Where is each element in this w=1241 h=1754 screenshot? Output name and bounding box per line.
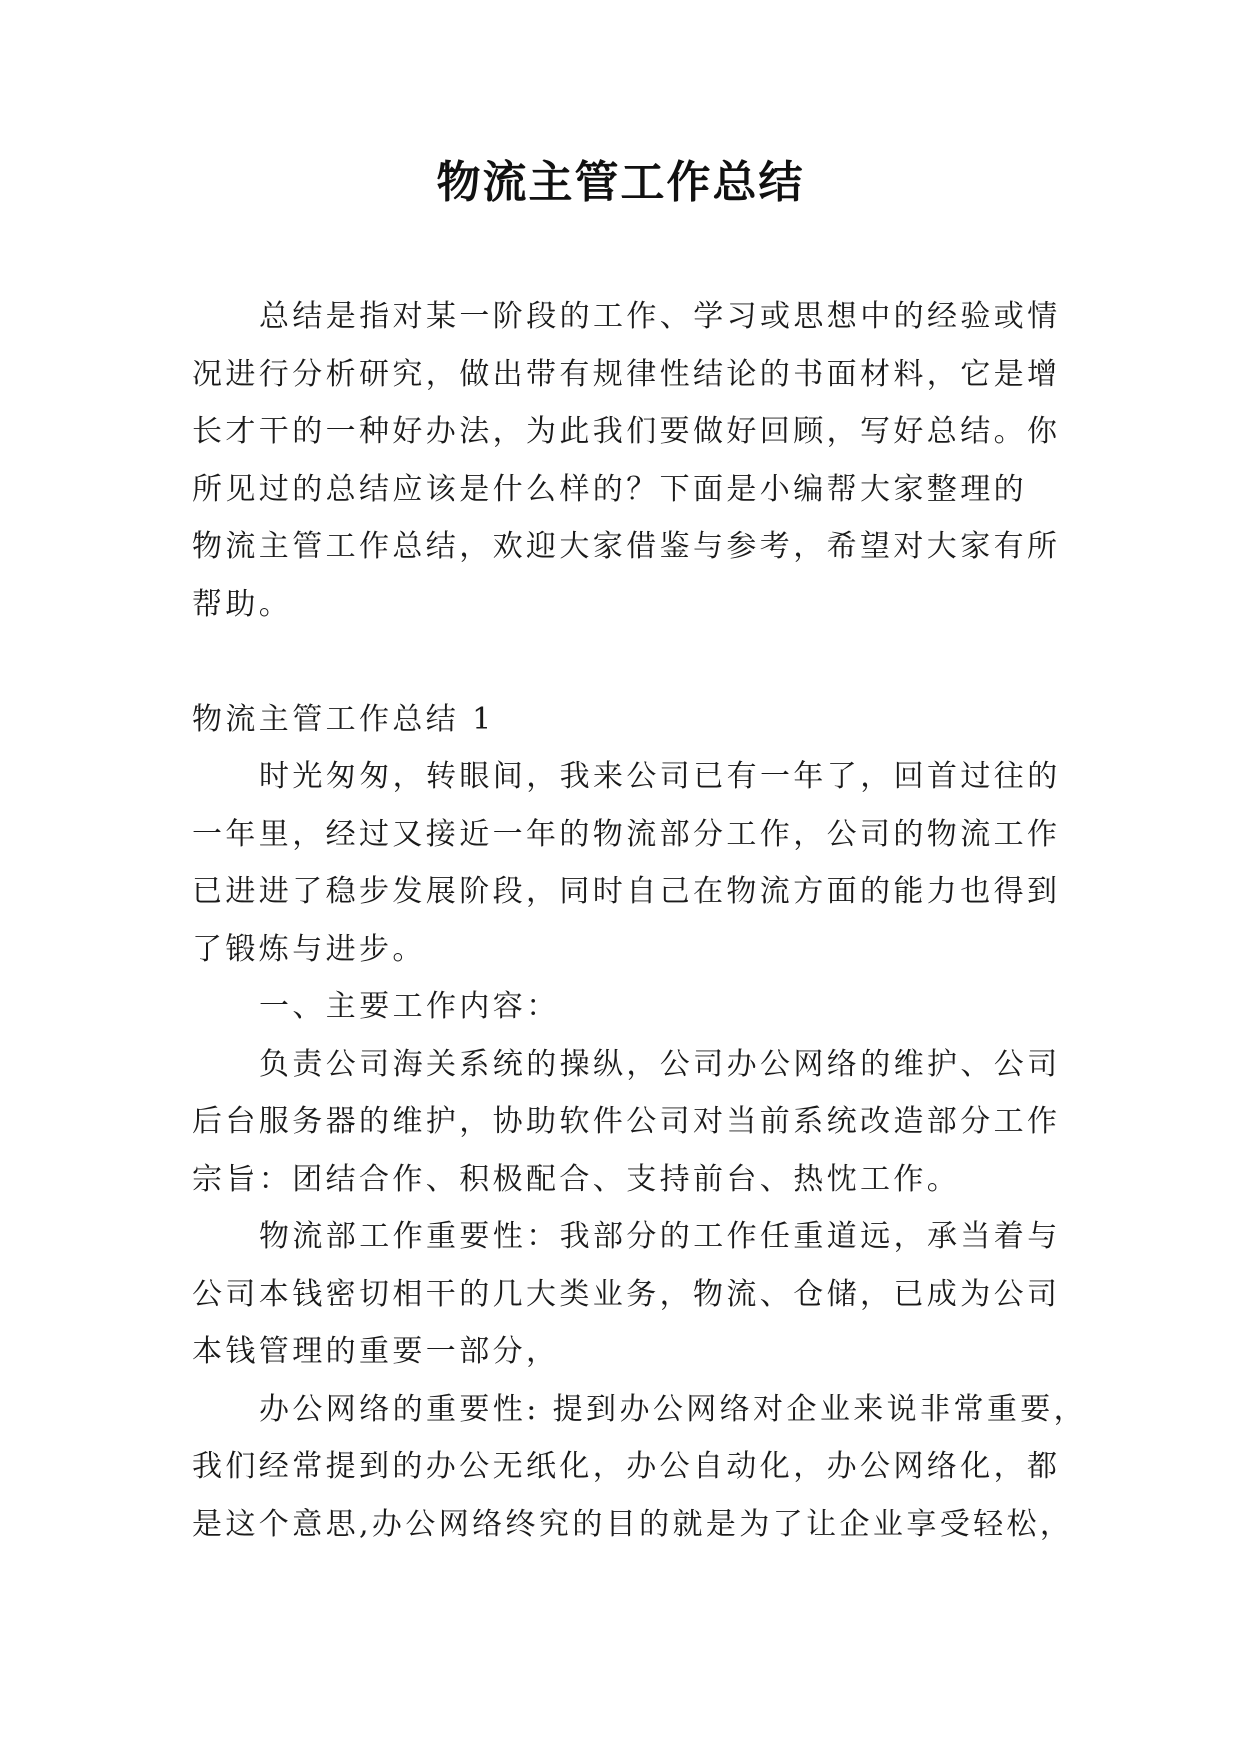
- section-heading: 物流主管工作总结 1: [192, 701, 495, 737]
- paragraph-3: [192, 1208, 1061, 1381]
- paragraph-line: 了锻炼与进步。: [192, 931, 426, 967]
- paragraph-line: 是这个意思,办公网络终究的目的就是为了让企业享受轻松，: [192, 1506, 1074, 1542]
- paragraph-spacer: [192, 633, 1050, 691]
- intro-line: 况进行分析研究，做出带有规律性结论的书面材料，它是增: [192, 356, 1061, 392]
- document-title: 物流主管工作总结: [436, 157, 805, 208]
- paragraph-line: 已进进了稳步发展阶段，同时自己在物流方面的能力也得到: [192, 874, 1061, 909]
- paragraph-line: 办公网络的重要性: 提到办公网络对企业来说非常重要，: [259, 1391, 1088, 1427]
- document-body: [192, 288, 1088, 1553]
- paragraph-line: 时光匆匆，转眼间，我来公司已有一年了，回首过往的: [259, 759, 1061, 794]
- paragraph-4: [192, 1381, 1088, 1554]
- paragraph-line: 宗旨：团结合作、积极配合、支持前台、热忱工作。: [192, 1161, 961, 1197]
- paragraph-line: 一年里，经过又接近一年的物流部分工作，公司的物流工作: [192, 816, 1061, 852]
- paragraph-line: 物流部工作重要性：我部分的工作任重道远，承当着与: [259, 1219, 1061, 1254]
- intro-line: 长才干的一种好办法，为此我们要做好回顾，写好总结。你: [192, 414, 1061, 449]
- paragraph-line: 本钱管理的重要一部分，: [192, 1334, 560, 1369]
- paragraph-2: [192, 1036, 1061, 1209]
- paragraph-line: 后台服务器的维护，协助软件公司对当前系统改造部分工作: [192, 1104, 1061, 1139]
- subheading: 一、主要工作内容：: [259, 989, 560, 1024]
- paragraph-line: 公司本钱密切相干的几大类业务，物流、仓储，已成为公司: [192, 1276, 1061, 1312]
- intro-line: 物流主管工作总结，欢迎大家借鉴与参考，希望对大家有所: [192, 529, 1061, 564]
- intro-line: 所见过的总结应该是什么样的？下面是小编帮大家整理的: [192, 471, 1027, 507]
- paragraph-line: 我们经常提到的办公无纸化，办公自动化，办公网络化，都: [192, 1449, 1061, 1484]
- paragraph-line: 负责公司海关系统的操纵，公司办公网络的维护、公司: [259, 1046, 1061, 1082]
- intro-paragraph: [192, 288, 1061, 633]
- intro-line: 总结是指对某一阶段的工作、学习或思想中的经验或情: [259, 299, 1061, 334]
- intro-line: 帮助。: [192, 586, 293, 622]
- paragraph-1: [192, 748, 1061, 978]
